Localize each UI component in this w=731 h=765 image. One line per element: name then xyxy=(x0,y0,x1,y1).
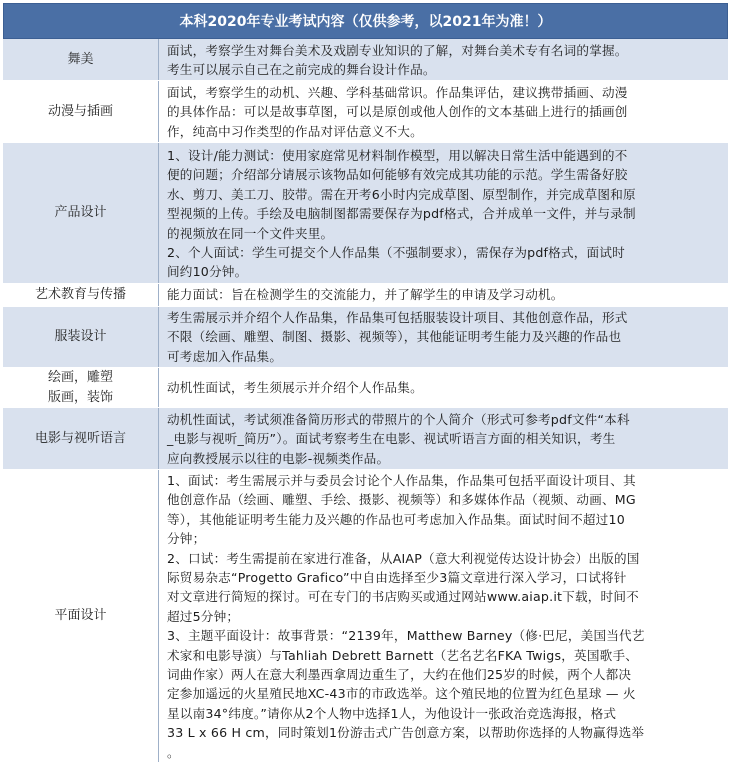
table-row-art-education xyxy=(3,284,728,307)
row-description xyxy=(167,41,724,80)
table-row-animation-illustration xyxy=(3,81,728,143)
desc-line: 不限（绘画、雕塑、制图、摄影、视频等），其他能证明考生能力及兴趣的作品也 xyxy=(167,329,622,345)
desc-line: 水、剪刀、美工刀、胶带。需在开考6小时内完成草图、原型制作，并完成草图和原 xyxy=(167,186,636,202)
desc-line: 的具体作品：可以是故事草图，可以是原创或他人创作的文本基础上进行的插画创 xyxy=(167,104,628,120)
desc-line: 2、个人面试：学生可提交个人作品集（不强制要求），需保存为pdf格式，面试时 xyxy=(167,245,625,261)
row-category: 绘画，雕塑 版画，装饰 xyxy=(3,368,159,407)
row-category: 服装设计 xyxy=(3,307,159,367)
row-description xyxy=(167,285,724,304)
row-description xyxy=(167,471,724,762)
desc-line: 动机性面试，考生须展示并介绍个人作品集。 xyxy=(167,380,423,395)
row-category: 产品设计 xyxy=(3,143,159,283)
desc-line: 星以南34°纬度。”请你从2个人物中选择1人，为他设计一张政治竞选海报，格式 xyxy=(167,705,617,721)
row-category: 舞美 xyxy=(3,39,159,80)
row-description xyxy=(167,308,724,366)
desc-line: 他创意作品（绘画、雕塑、手绘、摄影、视频等）和多媒体作品（视频、动画、MG xyxy=(167,492,636,508)
desc-line: 面试，考察学生的动机、兴趣、学科基础常识。作品集评估，建议携带插画、动漫 xyxy=(167,85,628,100)
desc-line: 动机性面试，考试须准备简历形式的带照片的个人简介（形式可参考pdf文件“本科 xyxy=(167,412,630,427)
desc-line: _电影与视听_简历”）。面试考察考生在电影、视试听语言方面的相关知识，考生 xyxy=(167,431,616,447)
table-row-painting-sculpture xyxy=(3,368,728,408)
row-description xyxy=(167,146,724,282)
desc-line: 2、口试：考生需提前在家进行准备，从AIAP（意大利视觉传达设计协会）出版的国 xyxy=(167,550,640,566)
table-title: 本科2020年专业考试内容（仅供参考，以2021年为准！） xyxy=(3,3,728,39)
table-row-graphic-design xyxy=(3,470,728,762)
row-description xyxy=(167,83,724,141)
row-category: 动漫与插画 xyxy=(3,81,159,142)
desc-line: 33 L x 66 H cm，同时策划1份游击式广告创意方案，以帮助你选择的人物赢得选举 xyxy=(167,725,645,741)
desc-line: 对文章进行简短的探讨。可在专门的书店购买或通过网站www.aiap.it下载，时间不 xyxy=(167,589,639,605)
desc-line: 考生可以展示自己在之前完成的舞台设计作品。 xyxy=(167,62,436,78)
desc-line: 间约10分钟。 xyxy=(167,264,248,280)
desc-line: 便的问题；介绍部分请展示该物品如何能够有效完成其功能的示范。学生需备好胶 xyxy=(167,167,628,183)
desc-line: 作，纯高中习作类型的作品对评估意义不大。 xyxy=(167,123,423,139)
desc-line: 定参加遥远的火星殖民地XC-43市的市政选举。这个殖民地的位置为红色星球 — 火 xyxy=(167,686,636,702)
desc-line: 面试，考察学生对舞台美术及戏剧专业知识的了解，对舞台美术专有名词的掌握。 xyxy=(167,43,628,58)
desc-line: 应向教授展示以往的电影-视频类作品。 xyxy=(167,450,390,466)
desc-line: 型视频的上传。手绘及电脑制图都需要保存为pdf格式，合并成单一文件，并与录制 xyxy=(167,206,636,222)
desc-line: 超过5分钟； xyxy=(167,608,240,624)
desc-line: 等），其他能证明考生能力及兴趣的作品也可考虑加入作品集。面试时间不超过10 xyxy=(167,511,625,527)
row-category: 艺术教育与传播 xyxy=(3,284,159,306)
table-row-product-design xyxy=(3,143,728,284)
desc-line: 可考虑加入作品集。 xyxy=(167,348,283,364)
desc-line: 的视频放在同一个文件夹里。 xyxy=(167,225,334,241)
row-category: 平面设计 xyxy=(3,470,159,762)
desc-line: 考生需展示并介绍个人作品集，作品集可包括服装设计项目、其他创意作品，形式 xyxy=(167,310,628,325)
desc-line: 词曲作家）两人在意大利墨西拿周边重生了，大约在他们25岁的时候，两个人都决 xyxy=(167,667,632,683)
desc-line: 分钟； xyxy=(167,531,206,547)
desc-line: 。 xyxy=(167,744,180,760)
row-category: 电影与视听语言 xyxy=(3,408,159,469)
desc-line: 3、主题平面设计：故事背景：“2139年，Matthew Barney（修·巴尼，美国当代艺 xyxy=(167,628,645,644)
desc-line: 能力面试：旨在检测学生的交流能力，并了解学生的申请及学习动机。 xyxy=(167,287,564,302)
table-row-film-audiovisual xyxy=(3,408,728,470)
desc-line: 术家和电影导演）与Tahliah Debrett Barnett（艺名艺名FKA Twigs，英国歌手、 xyxy=(167,647,639,663)
desc-line: 际贸易杂志“Progetto Grafico”中自由选择至少3篇文章进行深入学习，口试将针 xyxy=(167,570,627,586)
desc-line: 1、设计/能力测试：使用家庭常见材料制作模型，用以解决日常生活中能遇到的不 xyxy=(167,148,628,163)
row-description xyxy=(167,378,724,397)
row-description xyxy=(167,410,724,468)
table-row-stage-design xyxy=(3,39,728,81)
table-row-fashion-design xyxy=(3,307,728,368)
desc-line: 1、面试：考生需展示并与委员会讨论个人作品集，作品集可包括平面设计项目、其 xyxy=(167,473,636,488)
